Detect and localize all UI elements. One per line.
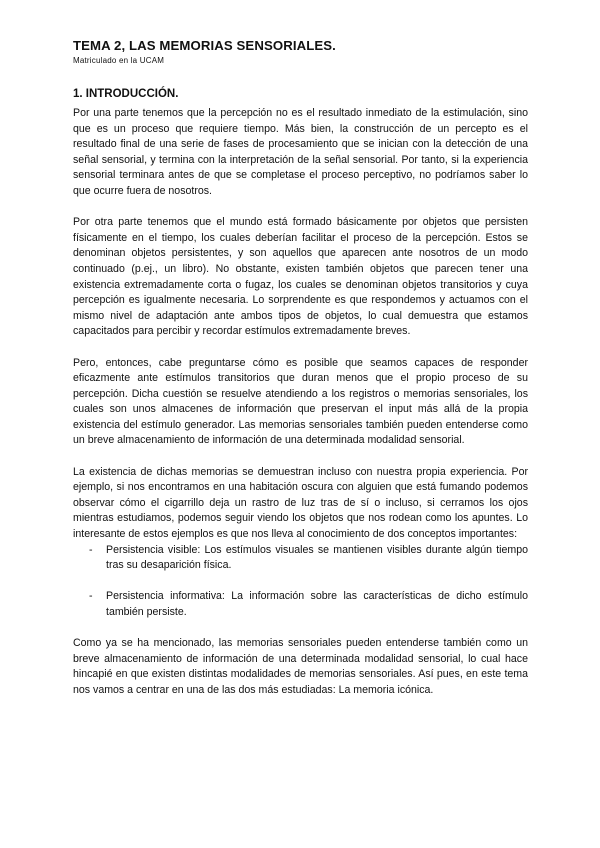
concept-list bbox=[73, 543, 528, 621]
closing-paragraph: Como ya se ha mencionado, las memorias sensoriales pueden entenderse también como un breve almacenamiento de información de una determinada modalidad sensorial, lo cual hace hincapié en que existen distintas modalidades de memorias sensoriales. Así pues, en este tema nos vamos a centrar en una de las dos más estudiadas: La memoria icónica. bbox=[73, 637, 528, 696]
list-item bbox=[73, 543, 528, 574]
paragraph-3: Pero, entonces, cabe preguntarse cómo es posible que seamos capaces de responder eficazmente ante estímulos transitorios que duran menos que el propio proceso de su percepción. Dicha cuestión se resuelve atendiendo a los registros o memorias sensoriales, los cuales son unos almacenes de información que preservan el input más allá de la propia existencia del estímulo generador. Las memorias sensoriales también pueden entenderse como un breve almacenamiento de información de una determinada modalidad sensorial. bbox=[73, 356, 528, 447]
dash-bullet: - bbox=[89, 543, 93, 556]
paragraph-1: Por una parte tenemos que la percepción no es el resultado inmediato de la estimulación, sino que es un proceso que requiere tiempo. Más bien, la construcción de un percepto es el resultado final de una serie de fases de procesamiento que se inician con la detección de una señal sensorial, y termina con la interpretación de la señal sensorial. Por tanto, si la experiencia sensorial terminara antes de que se completase el proceso perceptivo, no podríamos saber lo que ocurre fuera de nosotros. bbox=[73, 107, 528, 197]
section-heading: 1. INTRODUCCIÓN. bbox=[73, 88, 179, 100]
paragraph-4: La existencia de dichas memorias se demuestran incluso con nuestra propia experiencia. Por ejemplo, si nos encontramos en una habitación oscura con alguien que está fumando podemos observar cómo el cigarrillo deja un rastro de luz tras de sí o incluso, si cerramos los ojos mientras estudiamos, podemos seguir viendo los objetos que nos rodean como los apuntes. Lo interesante de estos ejemplos es que nos lleva al conocimiento de dos conceptos importantes: bbox=[73, 465, 528, 541]
paragraph-2: Por otra parte tenemos que el mundo está formado básicamente por objetos que persisten físicamente en el tiempo, los cuales deberían facilitar el proceso de la percepción. Estos se denominan objetos persistentes, y son aquellos que aparecen ante nosotros de un modo continuado (p.ej., un libro). No obstante, existen también objetos que parecen tener una existencia extremadamente corta o fugaz, los cuales se denominan objetos transitorios y cuya percepción es igualmente necesaria. Lo sorprendente es que respondemos y actuamos con el mismo nivel de adaptación ante ambos tipos de objetos, lo cual demuestra que estamos capacitados para percibir y recordar estímulos extremadamente breves. bbox=[73, 216, 528, 338]
list-item-text: Persistencia informativa: La información sobre las características de dicho estímulo también persiste. bbox=[106, 590, 528, 618]
document-body bbox=[73, 106, 528, 714]
list-item bbox=[73, 589, 528, 620]
list-item-text: Persistencia visible: Los estímulos visuales se mantienen visibles durante algún tiempo tras su desaparición física. bbox=[106, 543, 528, 572]
dash-bullet: - bbox=[89, 590, 93, 603]
document-title: TEMA 2, LAS MEMORIAS SENSORIALES. bbox=[73, 38, 336, 53]
document-subtitle: Matriculado en la UCAM bbox=[73, 56, 165, 65]
